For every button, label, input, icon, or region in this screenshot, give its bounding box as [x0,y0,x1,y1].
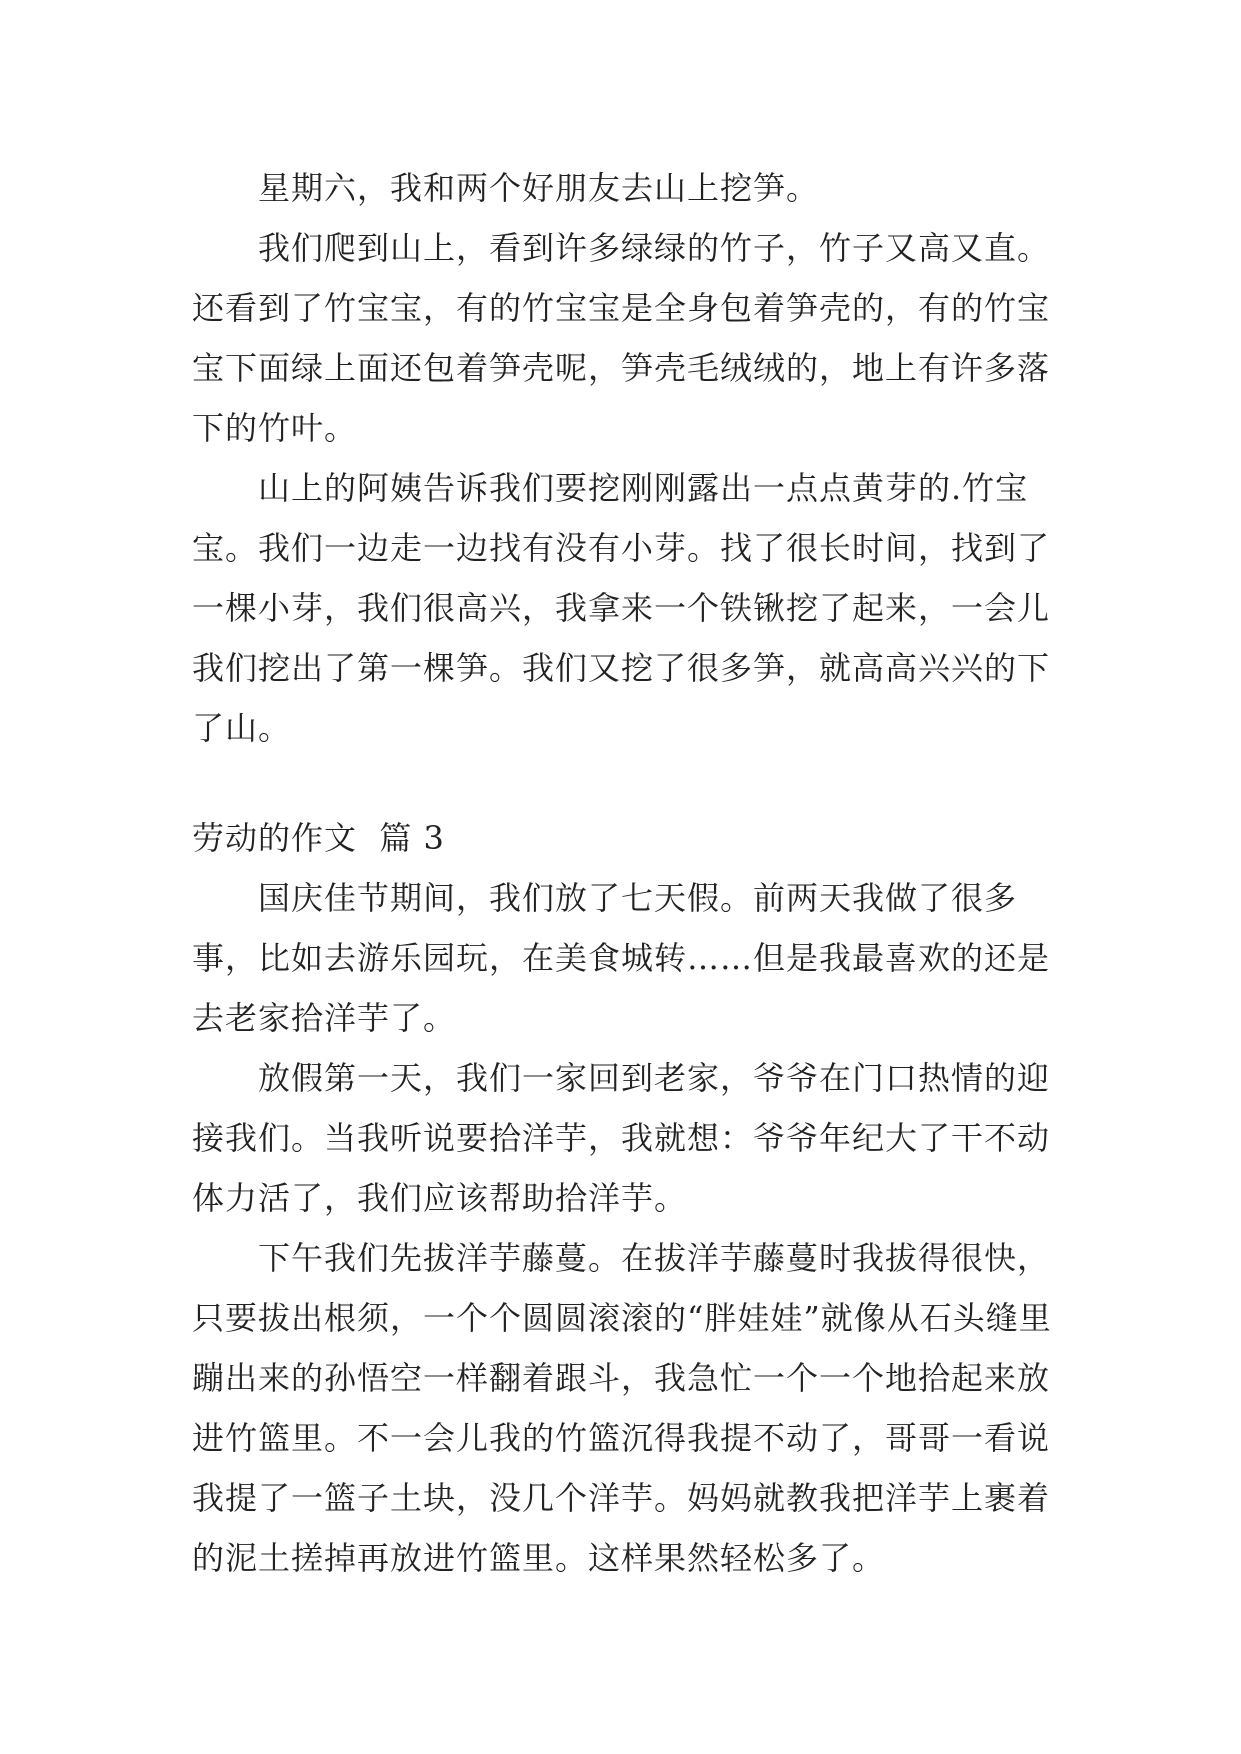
essay-section-3 [192,808,1072,1588]
paragraph: 我们爬到山上，看到许多绿绿的竹子，竹子又高又直。还看到了竹宝宝，有的竹宝宝是全身包着笋壳的，有的竹宝宝下面绿上面还包着笋壳呢，笋壳毛绒绒的，地上有许多落下的竹叶。 [192,229,1051,447]
essay-section-2 [192,158,1072,758]
paragraph: 国庆佳节期间，我们放了七天假。前两天我做了很多事，比如去游乐园玩，在美食城转……但是我最喜欢的还是去老家拾洋芋了。 [192,879,1051,1037]
paragraph: 星期六，我和两个好朋友去山上挖笋。 [258,169,820,207]
section-heading: 劳动的作文 篇 3 [192,819,445,857]
paragraph: 山上的阿姨告诉我们要挖刚刚露出一点点黄芽的.竹宝宝。我们一边走一边找有没有小芽。找了很长时间，找到了一棵小芽，我们很高兴，我拿来一个铁锹挖了起来，一会儿我们挖出了第一棵笋。我们又挖了很多笋，就高高兴兴的下了山。 [192,469,1051,747]
paragraph: 放假第一天，我们一家回到老家，爷爷在门口热情的迎接我们。当我听说要拾洋芋，我就想：爷爷年纪大了干不动体力活了，我们应该帮助拾洋芋。 [192,1059,1051,1217]
paragraph: 下午我们先拔洋芋藤蔓。在拔洋芋藤蔓时我拔得很快，只要拔出根须，一个个圆圆滚滚的“胖娃娃”就像从石头缝里蹦出来的孙悟空一样翻着跟斗，我急忙一个一个地拾起来放进竹篮里。不一会儿我的竹篮沉得我提不动了，哥哥一看说我提了一篮子土块，没几个洋芋。妈妈就教我把洋芋上裹着的泥土搓掉再放进竹篮里。这样果然轻松多了。 [192,1239,1052,1577]
